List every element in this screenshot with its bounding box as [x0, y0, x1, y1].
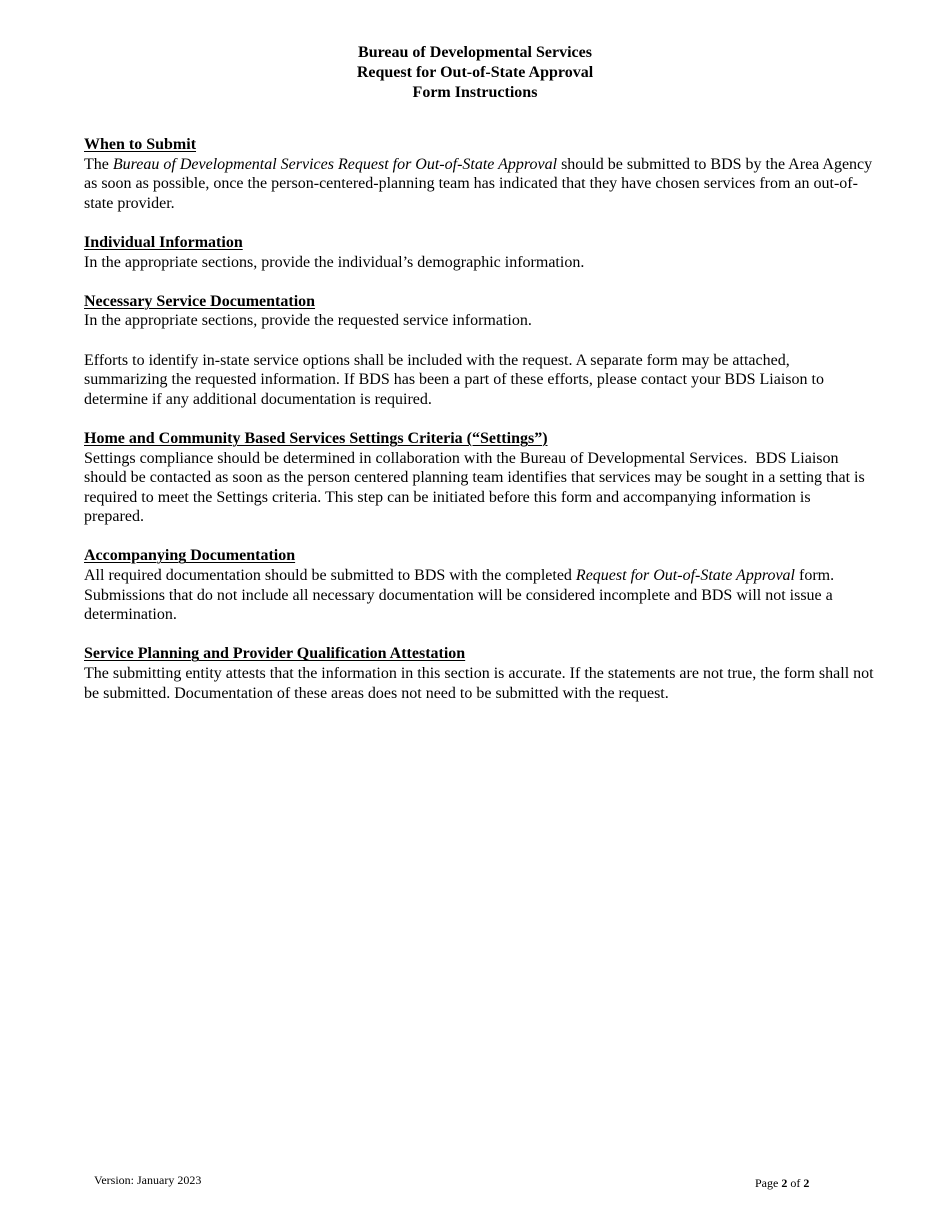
section-paragraph	[84, 155, 874, 214]
document-header	[0, 43, 950, 103]
form-title-italic: Request for Out-of-State Approval	[575, 567, 795, 585]
section-heading: Home and Community Based Services Settings Criteria (“Settings”)	[84, 429, 548, 447]
header-title-line-1: Bureau of Developmental Services	[358, 44, 592, 61]
header-title-line-3: Form Instructions	[412, 84, 538, 101]
paragraph-text: The	[84, 155, 113, 173]
page-of-label: of	[787, 1176, 804, 1190]
page-label: Page	[755, 1176, 782, 1190]
paragraph-text: should be submitted to BDS by the Area Agency as soon as possible, once the person-centered-planning team has indicated that they have chosen services from an out-of-state provider.	[84, 155, 873, 212]
total-pages-number: 2	[803, 1176, 810, 1190]
footer-page-number	[755, 1176, 809, 1190]
section-paragraph: Settings compliance should be determined in collaboration with the Bureau of Developmental Services. BDS Liaison should be contacted as soon as the person centered planning team identifies that services may be sought in a setting that is required to meet the Settings criteria. This step can be initiated before this form and accompanying information is prepared.	[84, 449, 869, 526]
section-heading: Service Planning and Provider Qualification Attestation	[84, 645, 466, 663]
header-title-line-2: Request for Out-of-State Approval	[356, 64, 594, 81]
paragraph-text: All required documentation should be submitted to BDS with the completed	[84, 567, 576, 585]
section-paragraph: The submitting entity attests that the information in this section is accurate. If the statements are not true, the form shall not be submitted. Documentation of these areas does not need to be submitted with the request.	[84, 665, 874, 702]
section-paragraph: In the appropriate sections, provide the individual’s demographic information.	[84, 253, 585, 271]
section-paragraph	[84, 566, 874, 625]
section-heading: Necessary Service Documentation	[84, 292, 316, 310]
section-attestation	[84, 644, 874, 703]
footer-version: Version: January 2023	[94, 1173, 202, 1187]
section-paragraph: In the appropriate sections, provide the requested service information.	[84, 312, 532, 330]
section-heading: Accompanying Documentation	[84, 547, 296, 565]
paragraph-text: form. Submissions that do not include all necessary documentation will be considered incomplete and BDS will not issue a determination.	[84, 567, 835, 624]
document-body	[84, 135, 874, 723]
form-title-italic: Bureau of Developmental Services Request for Out-of-State Approval	[112, 155, 558, 173]
section-paragraph: Efforts to identify in-state service options shall be included with the request. A separate form may be attached, summarizing the requested information. If BDS has been a part of these efforts, please contact your BDS Liaison to determine if any additional documentation is required.	[84, 351, 824, 408]
section-heading: When to Submit	[84, 136, 197, 153]
section-necessary-service-documentation	[84, 292, 874, 410]
section-when-to-submit	[84, 135, 874, 213]
section-individual-information	[84, 233, 874, 272]
section-settings-criteria	[84, 429, 874, 527]
current-page-number: 2	[781, 1176, 788, 1190]
section-heading: Individual Information	[84, 233, 243, 251]
section-accompanying-documentation	[84, 546, 874, 624]
